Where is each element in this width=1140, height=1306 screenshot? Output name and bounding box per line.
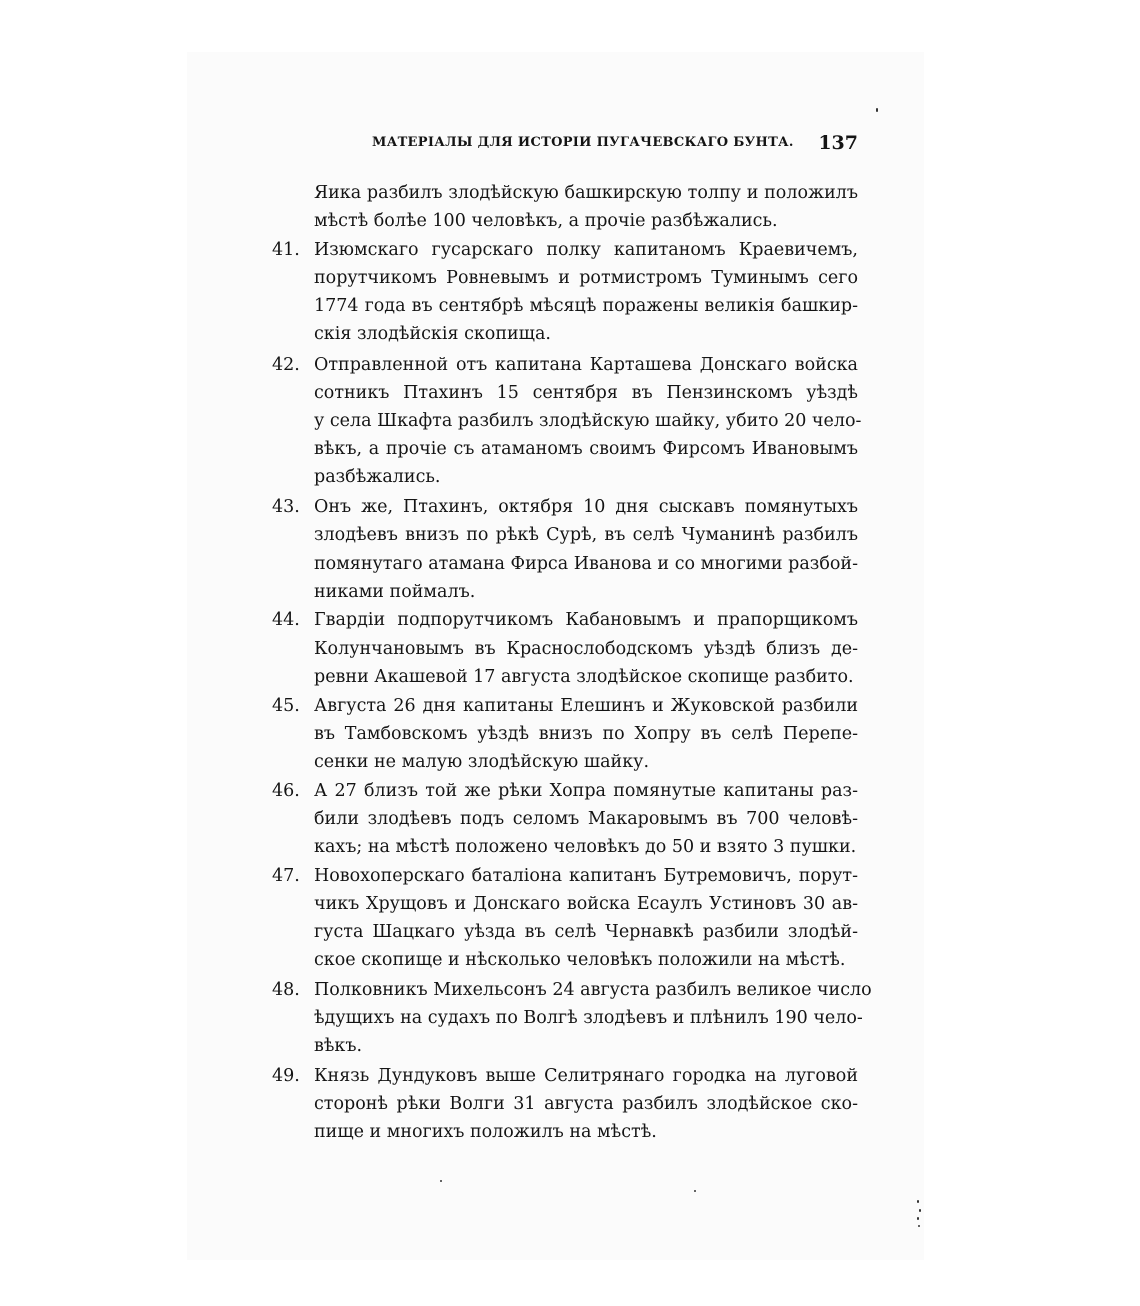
page-number: 137 xyxy=(818,132,858,154)
scan-speck xyxy=(876,108,878,112)
entry-line: густа Шацкаго уѣзда въ селѣ Чернавкѣ разбили злодѣй- xyxy=(314,922,858,942)
entry-line: сотникъ Птахинъ 15 сентября въ Пензинскомъ уѣздѣ xyxy=(314,383,858,403)
entry-line: били злодѣевъ подъ селомъ Макаровымъ въ 700 человѣ- xyxy=(314,809,858,829)
entry-number: 43. xyxy=(272,497,300,517)
scan-speck xyxy=(440,1180,442,1182)
scan-speck xyxy=(694,1190,696,1192)
entry-line: Новохоперскаго баталіона капитанъ Бутремовичъ, порут- xyxy=(314,866,858,886)
entry-line: порутчикомъ Ровневымъ и ротмистромъ Туминымъ сего xyxy=(314,268,858,288)
entry-line: никами поймалъ. xyxy=(314,582,476,602)
entry-line: пище и многихъ положилъ на мѣстѣ. xyxy=(314,1122,657,1142)
entry-line: сенки не малую злодѣйскую шайку. xyxy=(314,752,650,772)
entry-number: 44. xyxy=(272,610,300,630)
entry-line: А 27 близъ той же рѣки Хопра помянутые капитаны раз- xyxy=(314,781,858,801)
entry-line: помянутаго атамана Фирса Иванова и со многими разбой- xyxy=(314,554,858,574)
running-head: МАТЕРІАЛЫ ДЛЯ ИСТОРІИ ПУГАЧЕВСКАГО БУНТА. xyxy=(372,135,794,150)
entry-line: Гвардіи подпорутчикомъ Кабановымъ и прапорщикомъ xyxy=(314,610,858,630)
entry-number: 45. xyxy=(272,696,300,716)
continuation-line: Яика разбилъ злодѣйскую башкирскую толпу и положилъ xyxy=(314,183,858,203)
entry-number: 47. xyxy=(272,866,300,886)
entry-number: 49. xyxy=(272,1066,300,1086)
entry-line: 1774 года въ сентябрѣ мѣсяцѣ поражены великія башкир- xyxy=(314,296,858,316)
entry-number: 46. xyxy=(272,781,300,801)
entry-line: Изюмскаго гусарскаго полку капитаномъ Краевичемъ, xyxy=(314,240,858,260)
entry-number: 48. xyxy=(272,980,300,1000)
entry-line: разбѣжались. xyxy=(314,467,441,487)
entry-line: ѣдущихъ на судахъ по Волгѣ злодѣевъ и плѣнилъ 190 чело- xyxy=(314,1008,863,1028)
entry-line: Полковникъ Михельсонъ 24 августа разбилъ великое число xyxy=(314,980,872,1000)
entry-line: въ Тамбовскомъ уѣздѣ внизъ по Хопру въ селѣ Перепе- xyxy=(314,724,858,744)
entry-line: ское скопище и нѣсколько человѣкъ положили на мѣстѣ. xyxy=(314,950,846,970)
entry-number: 42. xyxy=(272,355,300,375)
entry-line: Августа 26 дня капитаны Елешинъ и Жуковской разбили xyxy=(314,696,858,716)
entry-line: Отправленной отъ капитана Карташева Донскаго войска xyxy=(314,355,858,375)
entry-line: злодѣевъ внизъ по рѣкѣ Сурѣ, въ селѣ Чуманинѣ разбилъ xyxy=(314,525,858,545)
entry-line: кахъ; на мѣстѣ положено человѣкъ до 50 и взято 3 пушки. xyxy=(314,837,857,857)
scan-speck xyxy=(919,1209,921,1212)
entry-line: вѣкъ. xyxy=(314,1036,363,1056)
entry-line: Колунчановымъ въ Краснослободскомъ уѣздѣ близъ де- xyxy=(314,639,858,659)
entry-number: 41. xyxy=(272,240,300,260)
entry-line: Онъ же, Птахинъ, октября 10 дня сыскавъ помянутыхъ xyxy=(314,497,858,517)
entry-line: вѣкъ, а прочіе съ атаманомъ своимъ Фирсомъ Ивановымъ xyxy=(314,439,858,459)
entry-line: чикъ Хрущовъ и Донскаго войска Есаулъ Устиновъ 30 ав- xyxy=(314,894,858,914)
entry-line: у села Шкафта разбилъ злодѣйскую шайку, убито 20 чело- xyxy=(314,411,862,431)
entry-line: скія злодѣйскія скопища. xyxy=(314,324,551,344)
scan-speck xyxy=(918,1225,920,1227)
entry-line: сторонѣ рѣки Волги 31 августа разбилъ злодѣйское ско- xyxy=(314,1094,858,1114)
entry-line: ревни Акашевой 17 августа злодѣйское скопище разбито. xyxy=(314,667,854,687)
scan-speck xyxy=(917,1217,919,1220)
page-header xyxy=(372,132,858,158)
scan-speck xyxy=(917,1200,919,1203)
continuation-line: мѣстѣ болѣе 100 человѣкъ, а прочіе разбѣжались. xyxy=(314,211,778,231)
entry-line: Князь Дундуковъ выше Селитрянаго городка на луговой xyxy=(314,1066,858,1086)
